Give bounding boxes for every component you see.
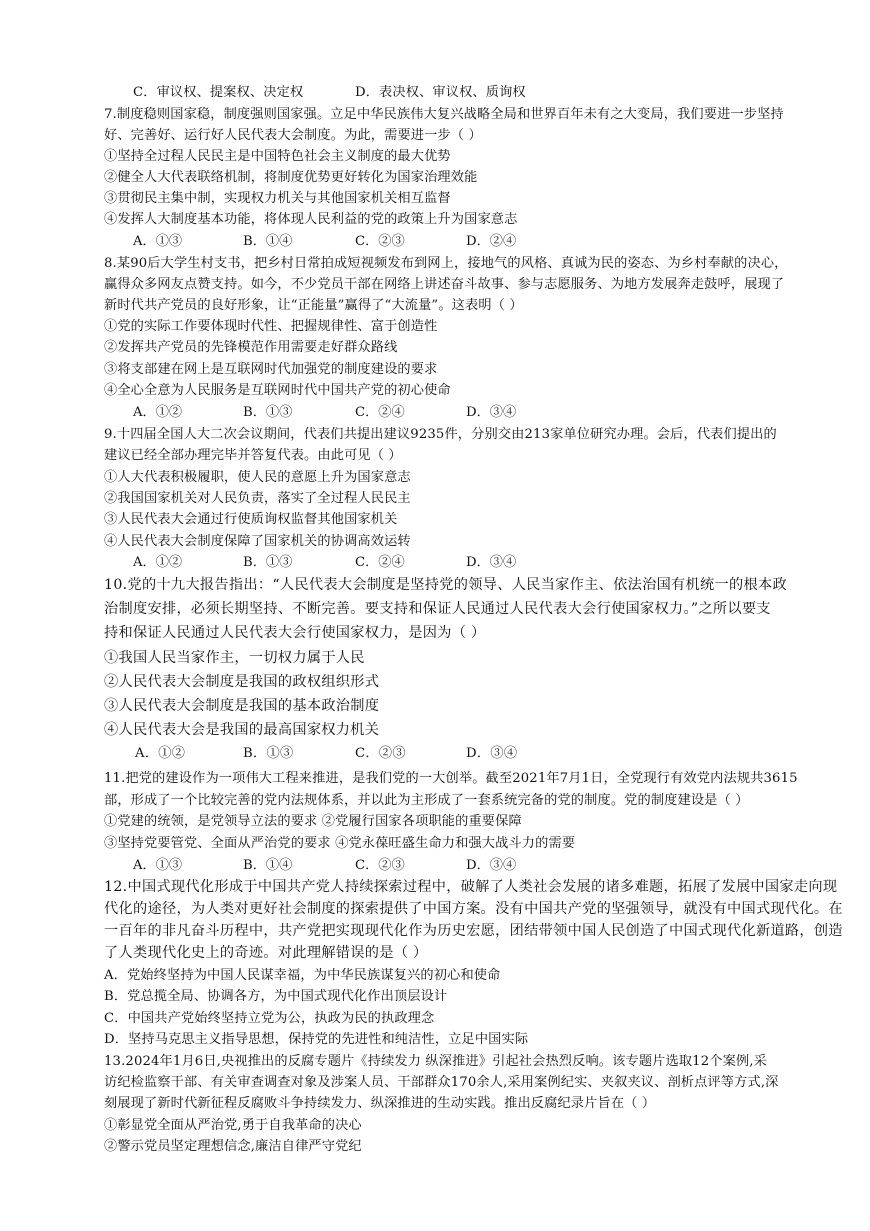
q7-statement: ②健全人大代表联络机制，将制度优势更好转化为国家治理效能	[104, 170, 478, 185]
answer-option-d: D．③④	[466, 746, 518, 761]
answer-option-a: A．①②	[133, 405, 183, 420]
q12-option-d: D．坚持马克思主义指导思想，保持党的先进性和纯洁性，立足中国实际	[104, 1032, 529, 1047]
answer-option-d: D．②④	[466, 234, 517, 249]
answer-option-a: A．①②	[133, 555, 183, 570]
q12-stem-line: 代化的途径，为人类对更好社会制度的探索提供了中国方案。没有中国共产党的坚强领导，就没有中国式现代化。在	[104, 901, 843, 917]
q12-option-c: C．中国共产党始终坚持立党为公，执政为民的执政理念	[104, 1011, 435, 1026]
q13-statement: ①彰显党全面从严治党,勇于自我革命的决心	[104, 1118, 362, 1133]
q7-statement: ④发挥人大制度基本功能，将体现人民利益的党的政策上升为国家意志	[104, 212, 518, 227]
answer-option-d: D．③④	[466, 858, 517, 873]
q9-stem-line: 建议已经全部办理完毕并答复代表。由此可见（ ）	[104, 448, 402, 463]
answer-option-d: D．③④	[466, 555, 517, 570]
q13-stem-line: 刻展现了新时代新征程反腐败斗争持续发力、纵深推进的生动实践。推出反腐纪录片旨在（ ）	[104, 1096, 656, 1111]
q8-statement: ②发挥共产党员的先锋模范作用需要走好群众路线	[104, 340, 398, 355]
answer-option-c: C．②③	[355, 234, 405, 249]
answer-option-c: C．②③	[355, 746, 406, 761]
q9-statement: ③人民代表大会通过行使质询权监督其他国家机关	[104, 512, 398, 527]
q10-statement: ③人民代表大会制度是我国的基本政治制度	[104, 698, 380, 714]
q13-statement: ②警示党员坚定理想信念,廉洁自律严守党纪	[104, 1139, 362, 1154]
q8-stem-line: 新时代共产党员的良好形象，让“正能量”赢得了“大流量”。这表明（ ）	[104, 298, 523, 313]
answer-option-a: A．①③	[133, 858, 183, 873]
answer-option-a: A．①③	[133, 234, 183, 249]
answer-option-d: D．③④	[466, 405, 517, 420]
q10-statement: ①我国人民当家作主，一切权力属于人民	[104, 650, 365, 666]
answer-option-b: B．①③	[243, 746, 294, 761]
q8-statement: ④全心全意为人民服务是互联网时代中国共产党的初心使命	[104, 383, 451, 398]
q6-option-c: C．审议权、提案权、决定权	[133, 85, 304, 100]
q8-statement: ③将支部建在网上是互联网时代加强党的制度建设的要求	[104, 362, 438, 377]
q12-option-a: A．党始终坚持为中国人民谋幸福，为中华民族谋复兴的初心和使命	[104, 968, 501, 983]
q12-option-b: B．党总揽全局、协调各方，为中国式现代化作出顶层设计	[104, 989, 448, 1004]
answer-option-b: B．①③	[243, 555, 293, 570]
answer-option-b: B．①④	[243, 234, 293, 249]
q10-stem-line: 持和保证人民通过人民代表大会行使国家权力，是因为（ ）	[104, 625, 486, 641]
q11-statements: ③坚持党要管党、全面从严治党的要求 ④党永葆旺盛生命力和强大战斗力的需要	[104, 836, 576, 851]
q11-stem-line: 部，形成了一个比较完善的党内法规体系，并以此为主形成了一套系统完备的党的制度。党的制度建设是（ ）	[104, 793, 749, 808]
q6-option-d: D．表决权、审议权、质询权	[355, 85, 526, 100]
q8-stem-line: 8.某90后大学生村支书，把乡村日常拍成短视频发布到网上，接地气的风格、真诚为民的姿态、为乡村奉献的决心，	[104, 256, 788, 271]
q9-stem-line: 9.十四届全国人大二次会议期间，代表们共提出建议9235件，分别交由213家单位研究办理。会后，代表们提出的	[104, 427, 777, 442]
answer-option-c: C．②③	[355, 858, 405, 873]
q9-statement: ①人大代表积极履职，使人民的意愿上升为国家意志	[104, 470, 411, 485]
q8-stem-line: 赢得众多网友点赞支持。如今，不少党员干部在网络上讲述奋斗故事、参与志愿服务、为地方发展奔走鼓呼，展现了	[104, 277, 785, 292]
q7-stem-line: 好、完善好、运行好人民代表大会制度。为此，需要进一步（ ）	[104, 128, 482, 143]
q9-statement: ②我国国家机关对人民负责，落实了全过程人民民主	[104, 491, 411, 506]
q12-stem-line: 了人类现代化史上的奇迹。对此理解错误的是（ ）	[104, 945, 428, 961]
q9-statement: ④人民代表大会制度保障了国家机关的协调高效运转	[104, 534, 411, 549]
answer-option-c: C．②④	[355, 555, 405, 570]
q13-stem-line: 13.2024年1月6日,央视推出的反腐专题片《持续发力 纵深推进》引起社会热烈反响。该专题片选取12个案例,采	[104, 1054, 767, 1069]
q12-stem-line: 12.中国式现代化形成于中国共产党人持续探索过程中，破解了人类社会发展的诸多难题，拓展了发展中国家走向现	[104, 879, 838, 895]
q10-stem-line: 治制度安排，必须长期坚持、不断完善。要支持和保证人民通过人民代表大会行使国家权力。”之所以要支	[104, 601, 771, 617]
q13-stem-line: 访纪检监察干部、有关审查调查对象及涉案人员、干部群众170余人,采用案例纪实、夹叙夹议、剖析点评等方式,深	[104, 1075, 779, 1090]
q11-statements: ①党建的统领，是党领导立法的要求 ②党履行国家各项职能的重要保障	[104, 814, 522, 829]
q10-stem-line: 10.党的十九大报告指出：“人民代表大会制度是坚持党的领导、人民当家作主、依法治国有机统一的根本政	[104, 577, 787, 593]
q11-stem-line: 11.把党的建设作为一项伟大工程来推进，是我们党的一大创举。截至2021年7月1日，全党现行有效党内法规共3615	[104, 771, 798, 786]
q10-statement: ②人民代表大会制度是我国的政权组织形式	[104, 674, 380, 690]
q10-statement: ④人民代表大会是我国的最高国家权力机关	[104, 722, 380, 738]
answer-option-b: B．①③	[243, 405, 293, 420]
q7-stem-line: 7.制度稳则国家稳，制度强则国家强。立足中华民族伟大复兴战略全局和世界百年未有之大变局，我们要进一步坚持	[104, 107, 784, 122]
q12-stem-line: 一百年的非凡奋斗历程中，共产党把实现现代化作为历史宏愿，团结带领中国人民创造了中国式现代化新道路，创造	[104, 923, 843, 939]
q7-statement: ①坚持全过程人民民主是中国特色社会主义制度的最大优势	[104, 149, 451, 164]
answer-option-c: C．②④	[355, 405, 405, 420]
answer-option-b: B．①④	[243, 858, 293, 873]
answer-option-a: A．①②	[135, 746, 186, 761]
q8-statement: ①党的实际工作要体现时代性、把握规律性、富于创造性	[104, 319, 438, 334]
q7-statement: ③贯彻民主集中制，实现权力机关与其他国家机关相互监督	[104, 191, 451, 206]
